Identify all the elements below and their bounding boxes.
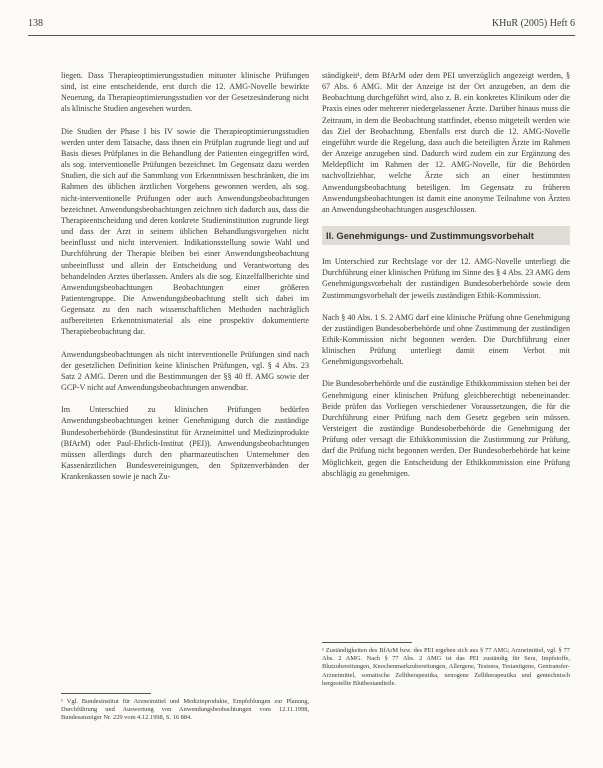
section-heading: II. Genehmigungs- und Zustimmungsvorbehalt <box>322 226 570 245</box>
paragraph: Nach § 40 Abs. 1 S. 2 AMG darf eine klinische Prüfung ohne Genehmigung der zuständigen Bundesoberbehörde und ohne Zustimmung der zuständigen Ethik-Kommission nicht begonnen werden. Die Durchführung einer klinischen Prüfung unterliegt damit einem Verbot mit Genehmigungsvorbehalt. <box>322 312 570 367</box>
paragraph: liegen. Dass Therapieoptimierungsstudien mitunter klinische Prüfungen sind, ist eine entscheidende, erst durch die 12. AMG-Novelle bewirkte Neuerung, da Therapieoptimierungsstudien vor der Gesetzesänderung nicht als klinische Studien angesehen wurden. <box>61 71 309 114</box>
right-column <box>322 70 570 490</box>
footnote: ¹ Vgl. Bundesinstitut für Arzneimittel und Medizinprodukte, Empfehlungen zur Planung, Durchführung und Auswertung von Anwendungsbeobachtungen vom 12.11.1998, Bundesanzeiger Nr. 229 vom 4.12.1998, S. 16 884. <box>61 698 309 722</box>
paragraph: Im Unterschied zu klinischen Prüfungen bedürfen Anwendungsbeobachtungen keiner Genehmigung durch die zuständige Bundesoberbehörde (Bundesinstitut für Arzneimittel und Medizinprodukte (BfArM) oder Paul-Ehrlich-Institut (PEI)). Anwendungsbeobachtungen müssen allerdings durch den pharmazeutischen Unternehmer den Kassenärztlichen Bundesvereinigungen, den Spitzenverbänden der Krankenkassen sowie je nach Zu- <box>61 405 309 482</box>
right-footnotes <box>322 642 570 688</box>
paragraph: Im Unterschied zur Rechtslage vor der 12. AMG-Novelle unterliegt die Durchführung einer klinischen Prüfung im Sinne des § 4 Abs. 23 AMG dem Genehmigungsvorbehalt der zuständigen Bundesoberbehörde sowie dem Zustimmungsvorbehalt der jeweils zuständigen Ethik-Kommission. <box>322 257 570 300</box>
paragraph: Anwendungsbeobachtungen als nicht interventionelle Prüfungen sind nach der gesetzlichen Definition keine klinischen Prüfungen, vgl. § 4 Abs. 23 Satz 2 AMG. Deren und die Bestimmungen der §§ 40 ff. AMG sowie der GCP-V nicht auf Anwendungsbeobachtungen anwendbar. <box>61 349 309 393</box>
paragraph: ständigkeit¹, dem BfArM oder dem PEI unverzüglich angezeigt werden, § 67 Abs. 6 AMG. Mit der Anzeige ist der Ort anzugeben, an dem die Beobachtung durchgeführt wird, also z. B. ein konkretes Klinikum oder die Praxis eines oder mehrerer niedergelassener Ärzte. Darüber hinaus muss die Zeitraum, in dem die Beobachtung stattfindet, ebenso mitgeteilt werden wie das Ziel der Beobachtung. Ebenfalls erst durch die 12. AMG-Novelle eingeführt wurde die Regelung, dass auch die beteiligten Ärzte im Rahmen der Anzeige anzugeben sind. Dadurch wird zudem ein zur Ergänzung des Meldepflicht im Rahmen der 12. AMG-Novelle, für die Behörden nachvollziehbar, welche Ärzte sich an einer bestimmten Anwendungsbeobachtung beteiligen. Im Gegensatz zu früheren Anwendungsbeobachtungen ist damit eine anonyme Teilnahme von Ärzten an Anwendungsbeobachtungen ausgeschlossen. <box>322 71 570 214</box>
journal-reference: KHuR (2005) Heft 6 <box>491 18 575 29</box>
footnote-rule <box>61 693 151 694</box>
left-column <box>61 70 309 493</box>
paragraph: Die Bundesoberbehörde und die zuständige Ethikkommission stehen bei der Genehmigung einer klinischen Prüfung gleichberechtigt nebeneinander. Beide prüfen das Vorliegen verschiedener Voraussetzungen, die für die Durchführung einer Prüfung nach dem Gesetz gegeben sein müssen. Versteigert die zuständige Bundesoberbehörde die Genehmigung der Prüfung oder versagt die Ethikkommission die Zustimmung zur Prüfung, darf die Prüfung nicht begonnen werden. Der Bundesoberbehörde hat keine Möglichkeit, gegen die Entscheidung der Ethikkommission eine Prüfung abschlägig zu genehmigen. <box>322 379 570 478</box>
left-footnotes <box>61 693 309 723</box>
paragraph: Die Studien der Phase I bis IV sowie die Therapieoptimierungsstudien werden unter dem Tatsache, dass ihnen ein Prüfplan zugrunde liegt und auf Basis dieses Prüfplanes in die Behandlung der Patienten eingegriffen wird, als sog. interventionelle Prüfungen bezeichnet. Im Gegensatz dazu werden Studien, die sich auf die Sammlung von Erkenntnissen beschränken, die im Rahmen des üblichen ärztlichen Vorgehens gewonnen werden, als sog. nicht-interventionelle Prüfungen oder auch Anwendungsbeobachtungen bezeichnet. Anwendungsbeobachtungen zeichnen sich dadurch aus, dass die Therapieentscheidung und deren konkrete Studieninstitution zugrunde liegt und dass der Arzt in seinem üblichen Behandlungsvorgehen nicht beeinflusst und nicht interveniert. Indikationsstellung sowie Wahl und Durchführung der Therapie bleiben bei einer Anwendungsbeobachtung unbeeinflusst und allein der Entscheidung und Verantwortung des behandelnden Arztes überlassen. Anders als die sog. Einzelfallberichte sind Anwendungsbeobachtungen Beobachtungen einer größeren Patientengruppe. Die Anwendungsbeobachtung stellt sich dabei im Gegensatz zu den nach wissenschaftlichen Methoden nachträglich aufbereiteten Erkenntnismaterial als eine prospektiv dokumentierte Therapiebeobachtung dar. <box>61 126 309 337</box>
header-rule <box>28 35 575 36</box>
page-number: 138 <box>28 18 43 29</box>
footnote-rule <box>322 642 412 643</box>
footnote: ¹ Zuständigkeiten des BfArM bzw. des PEI ergeben sich aus § 77 AMG; Arzneimittel, vgl. § 77 Abs. 2 AMG. Nach § 77 Abs. 2 AMG ist das PEI zuständig für Sera, Impfstoffe, Blutzubereitungen, Knochenmarkzubereitungen, Allergene, Testsera, Testantigene, Gentransfer-Arzneimittel, somatische Zelltherapeutika, xenogene Zelltherapeutika und gentechnisch hergestellte Blutbestandteile. <box>322 647 570 687</box>
